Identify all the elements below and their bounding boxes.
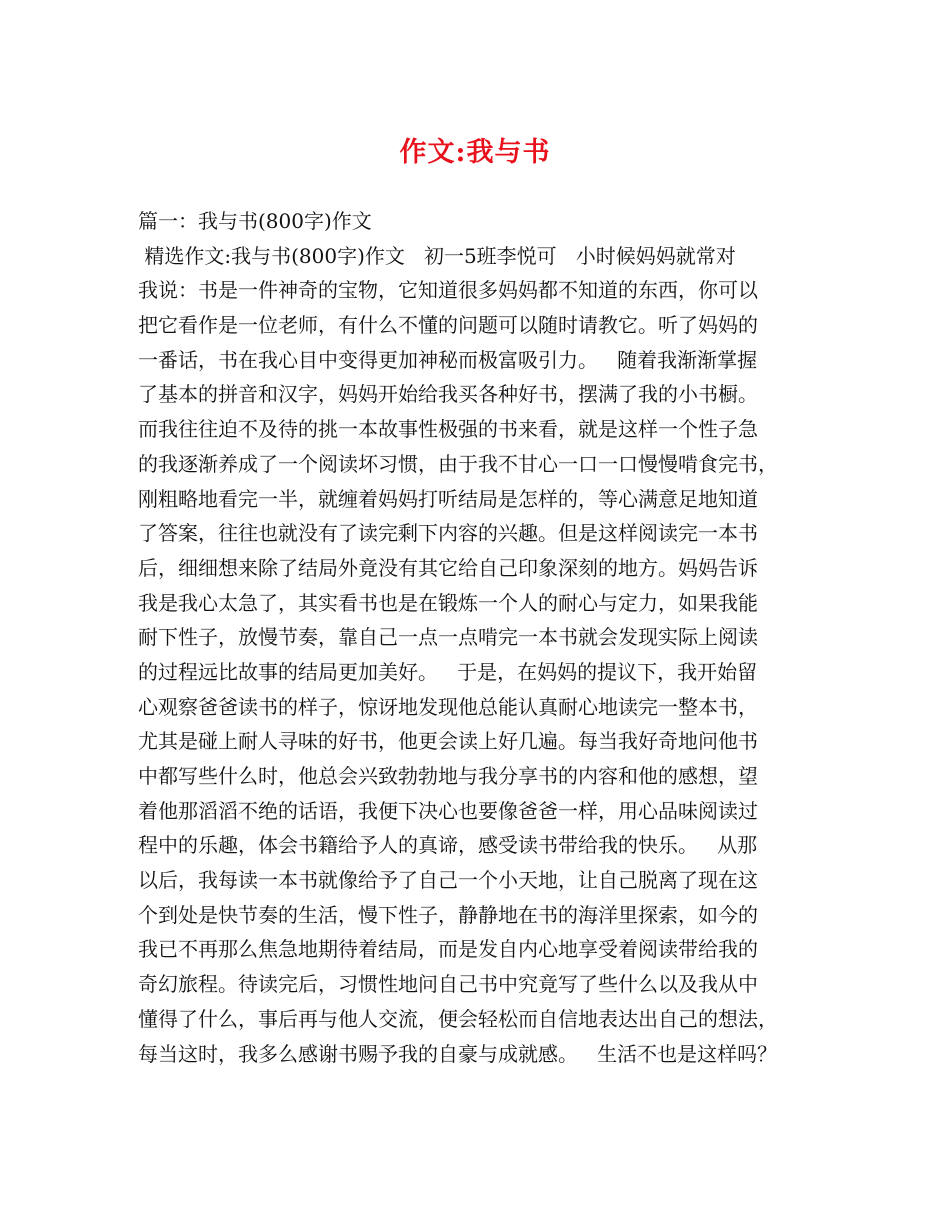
paragraph-line: 程中的乐趣，体会书籍给予人的真谛，感受读书带给我的快乐。 从那 <box>138 833 758 858</box>
paragraph-line: 后，细细想来除了结局外竟没有其它给自己印象深刻的地方。妈妈告诉 <box>138 555 758 580</box>
paragraph-line: 的我逐渐养成了一个阅读坏习惯，由于我不甘心一口一口慢慢啃食完书， <box>138 451 778 476</box>
paragraph-line: 中都写些什么时，他总会兴致勃勃地与我分享书的内容和他的感想，望 <box>138 764 758 788</box>
paragraph-line: 耐下性子，放慢节奏，靠自己一点一点啃完一本书就会发现实际上阅读 <box>138 625 758 650</box>
paragraph-line: 懂得了什么，事后再与他人交流，便会轻松而自信地表达出自己的想法， <box>138 1006 778 1031</box>
paragraph-line: 我已不再那么焦急地期待着结局，而是发自内心地享受着阅读带给我的 <box>138 937 758 962</box>
paragraph-line: 刚粗略地看完一半，就缠着妈妈打听结局是怎样的，等心满意足地知道 <box>138 486 758 511</box>
document-title: 作文:我与书 <box>399 137 551 168</box>
paragraph-line: 一番话，书在我心目中变得更加神秘而极富吸引力。 随着我渐渐掌握 <box>138 347 758 372</box>
paragraph-line: 把它看作是一位老师，有什么不懂的问题可以随时请教它。听了妈妈的 <box>138 313 758 338</box>
paragraph-line: 尤其是碰上耐人寻味的好书，他更会读上好几遍。每当我好奇地问他书 <box>138 729 758 754</box>
paragraph-line: 以后，我每读一本书就像给予了自己一个小天地，让自己脱离了现在这 <box>138 868 758 893</box>
paragraph-line: 而我往往迫不及待的挑一本故事性极强的书来看，就是这样一个性子急 <box>138 417 758 442</box>
section-heading: 篇一：我与书(800字)作文 <box>138 209 372 233</box>
paragraph-line: 我是我心太急了，其实看书也是在锻炼一个人的耐心与定力，如果我能 <box>138 590 758 615</box>
paragraph-line: 心观察爸爸读书的样子，惊讶地发现他总能认真耐心地读完一整本书， <box>138 694 758 719</box>
document-body <box>138 204 828 1071</box>
paragraph-line: 我说：书是一件神奇的宝物，它知道很多妈妈都不知道的东西，你可以 <box>138 278 758 303</box>
paragraph-line: 每当这时，我多么感谢书赐予我的自豪与成就感。 生活不也是这样吗？ <box>138 1041 778 1066</box>
paragraph-line: 精选作文:我与书(800字)作文 初一5班李悦可 小时候妈妈就常对 <box>138 243 736 268</box>
paragraph-line: 奇幻旅程。待读完后，习惯性地问自己书中究竟写了些什么以及我从中 <box>138 972 758 997</box>
paragraph-line: 了基本的拼音和汉字，妈妈开始给我买各种好书，摆满了我的小书橱。 <box>138 382 758 407</box>
paragraph-line: 个到处是快节奏的生活，慢下性子，静静地在书的海洋里探索，如今的 <box>138 902 758 927</box>
paragraph-line: 着他那滔滔不绝的话语，我便下决心也要像爸爸一样，用心品味阅读过 <box>138 798 758 823</box>
paragraph-line: 的过程远比故事的结局更加美好。 于是，在妈妈的提议下，我开始留 <box>138 659 758 684</box>
paragraph-line: 了答案，往往也就没有了读完剩下内容的兴趣。但是这样阅读完一本书 <box>138 521 758 546</box>
